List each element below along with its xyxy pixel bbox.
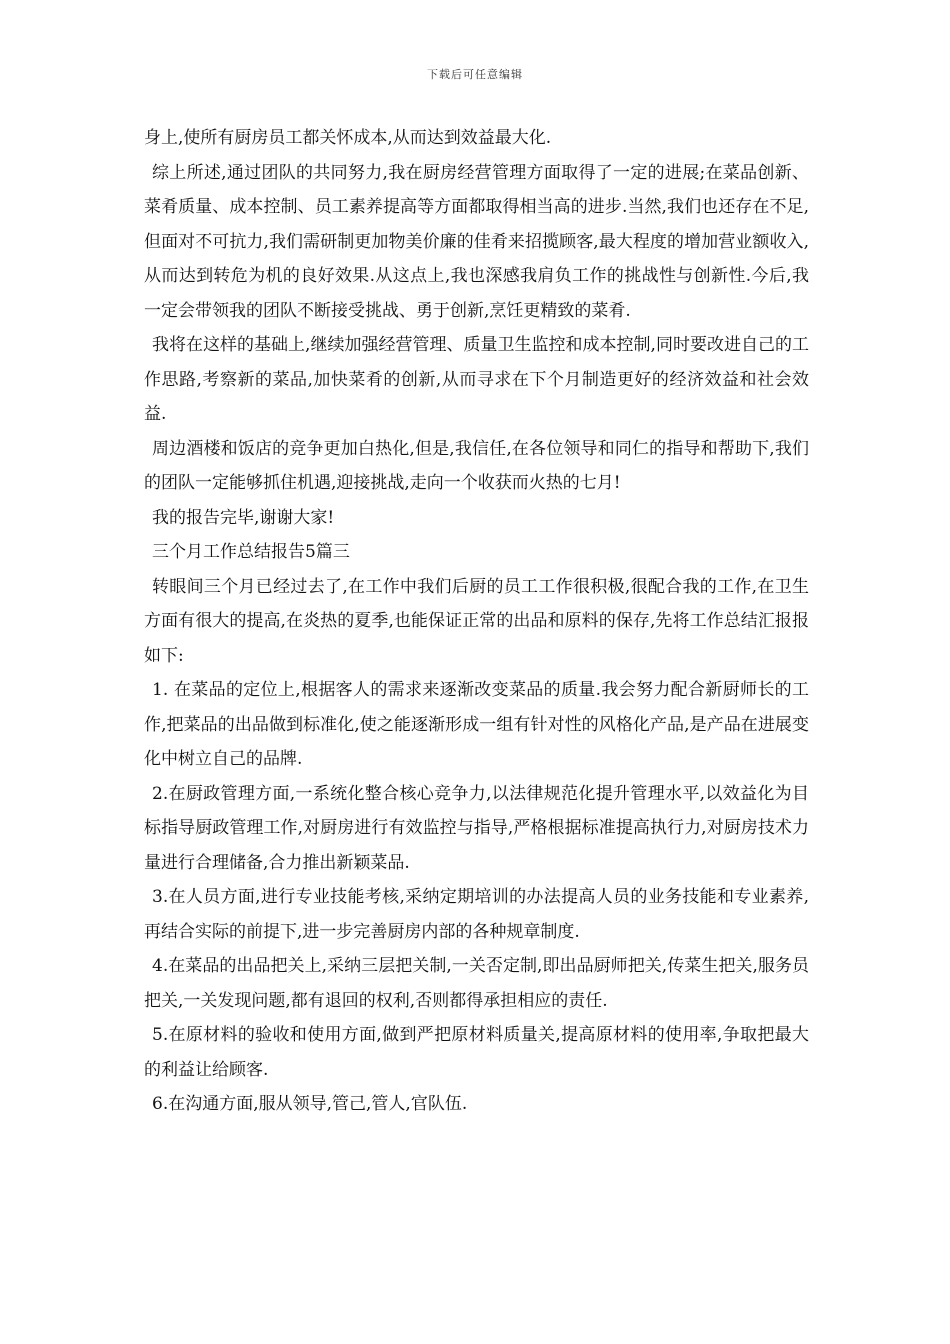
list-item: 4.在菜品的出品把关上,采纳三层把关制,一关否定制,即出品厨师把关,传菜生把关,服务员把关,一关发现问题,都有退回的权利,否则都得承担相应的责任. (144, 956, 809, 1011)
list-item: 6.在沟通方面,服从领导,管己,管人,官队伍. (152, 1094, 468, 1114)
list-item: 3.在人员方面,进行专业技能考核,采纳定期培训的办法提高人员的业务技能和专业素养,再结合实际的前提下,进一步完善厨房内部的各种规章制度. (144, 887, 809, 942)
page-header: 下载后可任意编辑 (427, 68, 523, 81)
list-item: 5.在原材料的验收和使用方面,做到严把原材料质量关,提高原材料的使用率,争取把最大的利益让给顾客. (144, 1025, 809, 1080)
paragraph: 综上所述,通过团队的共同努力,我在厨房经营管理方面取得了一定的进展;在菜品创新、菜肴质量、成本控制、员工素养提高等方面都取得相当高的进步.当然,我们也还存在不足,但面对不可抗力,我们需研制更加物美价廉的佳肴来招揽顾客,最大程度的增加营业额收入,从而达到转危为机的良好效果.从这点上,我也深感我肩负工作的挑战性与创新性.今后,我一定会带领我的团队不断接受挑战、勇于创新,烹饪更精致的菜肴. (144, 162, 809, 321)
paragraph: 转眼间三个月已经过去了,在工作中我们后厨的员工工作很积极,很配合我的工作,在卫生方面有很大的提高,在炎热的夏季,也能保证正常的出品和原料的保存,先将工作总结汇报报如下: (144, 576, 809, 666)
document-body (144, 121, 809, 1122)
paragraph: 周边酒楼和饭店的竞争更加白热化,但是,我信任,在各位领导和同仁的指导和帮助下,我们的团队一定能够抓住机遇,迎接挑战,走向一个收获而火热的七月! (144, 438, 809, 493)
section-heading: 三个月工作总结报告5篇三 (152, 542, 350, 562)
paragraph: 我的报告完毕,谢谢大家! (152, 507, 335, 528)
list-item: 2.在厨政管理方面,一系统化整合核心竞争力,以法律规范化提升管理水平,以效益化为目标指导厨政管理工作,对厨房进行有效监控与指导,严格根据标准提高执行力,对厨房技术力量进行合理储备,合力推出新颖菜品. (144, 783, 809, 873)
paragraph: 我将在这样的基础上,继续加强经营管理、质量卫生监控和成本控制,同时要改进自己的工作思路,考察新的菜品,加快菜肴的创新,从而寻求在下个月制造更好的经济效益和社会效益. (144, 335, 809, 424)
paragraph: 身上,使所有厨房员工都关怀成本,从而达到效益最大化. (144, 128, 552, 148)
list-item: 1. 在菜品的定位上,根据客人的需求来逐渐改变菜品的质量.我会努力配合新厨师长的工作,把菜品的出品做到标准化,使之能逐渐形成一组有针对性的风格化产品,是产品在进展变化中树立自己的品牌. (144, 680, 809, 769)
